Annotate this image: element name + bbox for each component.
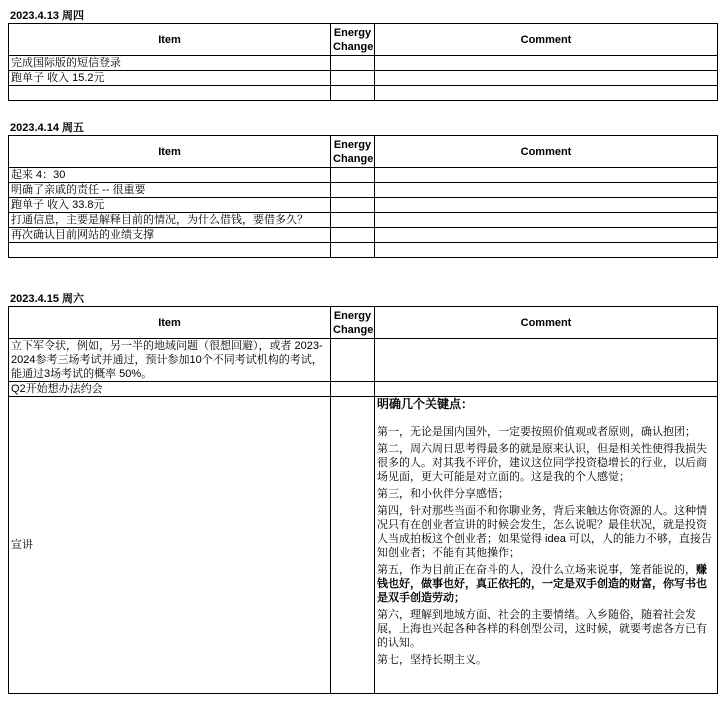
item-cell: Q2开始想办法约会 (9, 382, 331, 397)
header-energy: Energy Change (331, 307, 375, 339)
comment-point-2: 第二，周六周日思考得最多的就是原来认识，但是相关性使得我损失很多的人。对其我不评价，建议这位同学投资稳增长的行业，以后商场见面，更大可能是对立面的。这是我的个人感觉； (377, 443, 707, 483)
header-energy: Energy Change (331, 24, 375, 56)
header-energy: Energy Change (331, 136, 375, 168)
item-cell: 宣讲 (9, 397, 331, 694)
header-comment: Comment (375, 136, 718, 168)
section-date-1: 2023.4.13 周四 (10, 10, 84, 22)
comment-point-4: 第四，针对那些当面不和你聊业务，背后来触达你资源的人。这种情况只有在创业者宣讲的时候会发生，怎么说呢？最佳状况，就是投资人当成拍板这个创业者；如果觉得 idea 可以，人的能力不够，直接告知创业者；不能有其他操作； (377, 505, 712, 559)
item-cell: 明确了亲戚的责任 -- 很重要 (9, 183, 331, 198)
log-table-3 (8, 306, 718, 694)
comment-point-1: 第一，无论是国内国外，一定要按照价值观或者原则，确认抱团； (377, 426, 696, 438)
header-item: Item (9, 307, 331, 339)
header-comment: Comment (375, 24, 718, 56)
header-item: Item (9, 24, 331, 56)
log-table-1 (8, 23, 718, 101)
item-cell (9, 243, 331, 258)
item-cell: 再次确认目前网站的业绩支撑 (9, 228, 331, 243)
item-cell: 跑单子 收入 15.2元 (9, 71, 331, 86)
item-cell (9, 86, 331, 101)
section-date-2: 2023.4.14 周五 (10, 122, 84, 134)
comment-cell (375, 397, 718, 694)
comment-point-3: 第三，和小伙伴分享感悟； (377, 488, 509, 500)
item-cell: 立下军令状，例如，另一半的地域问题（很想回避），或者 2023-2024参考三场考试并通过，预计参加10个不同考试机构的考试，能通过3场考试的概率 50%。 (9, 339, 331, 382)
header-comment: Comment (375, 307, 718, 339)
item-cell: 完成国际版的短信登录 (9, 56, 331, 71)
item-cell: 打通信息，主要是解释目前的情况，为什么借钱，要借多久？ (9, 213, 331, 228)
log-table-2 (8, 135, 718, 258)
comment-point-6: 第六，理解到地域方面、社会的主要情绪。入乡随俗，随着社会发展，上海也兴起各种各样的科创型公司，这时候，就要考虑各方已有的认知。 (377, 609, 707, 649)
header-item: Item (9, 136, 331, 168)
item-cell: 跑单子 收入 33.8元 (9, 198, 331, 213)
item-cell: 起来 4：30 (9, 168, 331, 183)
comment-point-7: 第七，坚持长期主义。 (377, 654, 487, 666)
comment-point-5: 第五，作为目前正在奋斗的人，没什么立场来说事，笼者能说的，赚钱也好，做事也好，真正依托的，一定是双手创造的财富，你写书也是双手创造劳动； (377, 564, 707, 604)
section-date-3: 2023.4.15 周六 (10, 293, 84, 305)
comment-title: 明确几个关键点： (377, 397, 474, 411)
